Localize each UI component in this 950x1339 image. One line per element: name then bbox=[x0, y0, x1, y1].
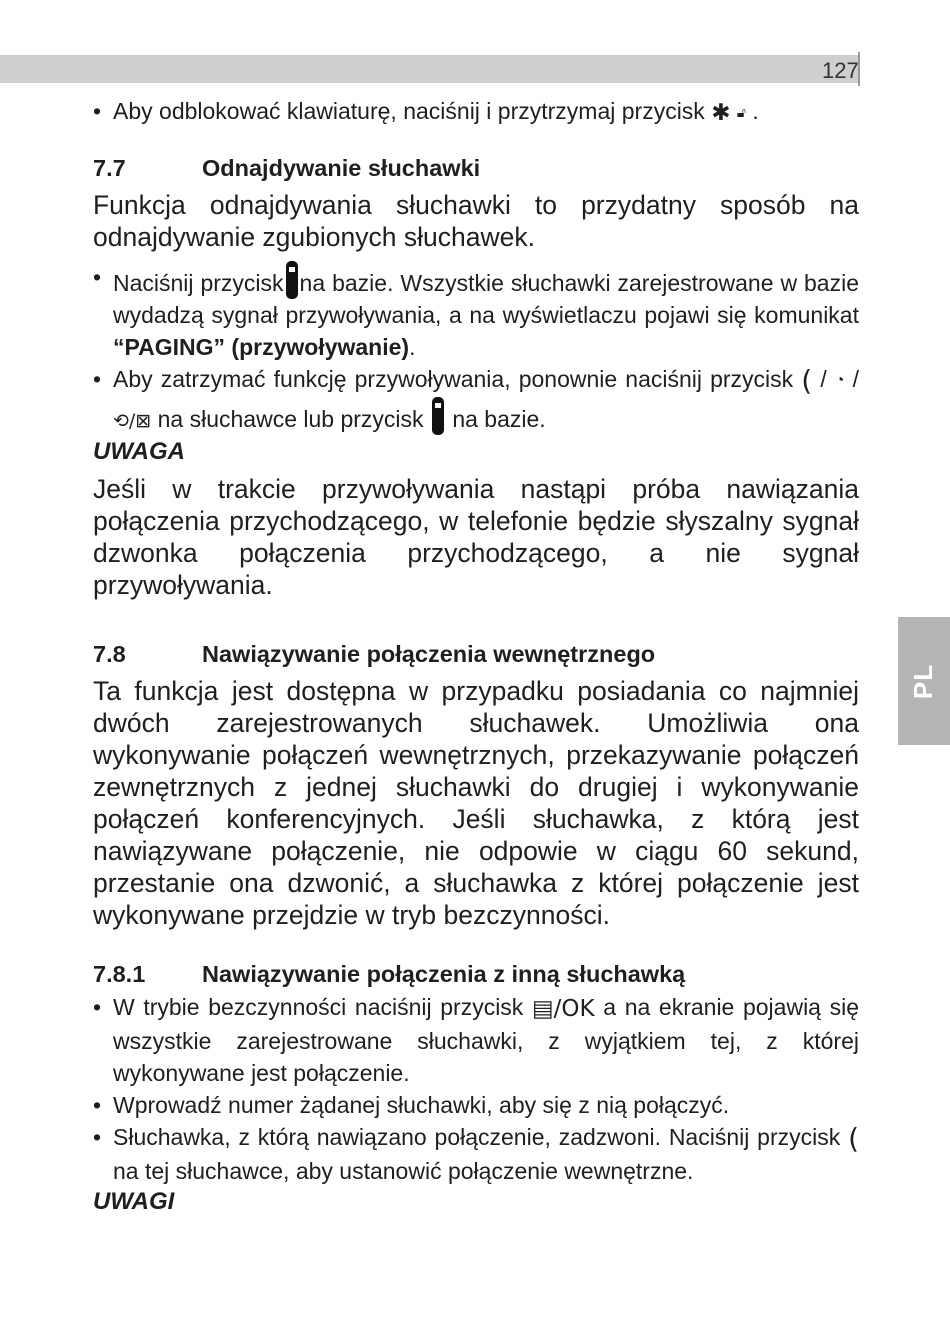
intercom-bullet-3 bbox=[93, 1121, 859, 1187]
intercom-bullet-1-before: W trybie bezczynności naciśnij przycisk bbox=[113, 993, 524, 1020]
section-title: Odnajdywanie słuchawki bbox=[202, 154, 481, 181]
intercom-bullet-3-before: Słuchawka, z którą nawiązano połączenie, zadzwoni. Naciśnij przycisk bbox=[113, 1123, 841, 1150]
paging-bullet-1-end: . bbox=[409, 333, 416, 360]
intercom-bullet-1-after: a na ekranie pojawią się wszystkie zarejestrowane słuchawki, z wyjątkiem tej, z której wykonywane jest połączenie. bbox=[113, 993, 860, 1086]
note-text: Jeśli w trakcie przywoływania nastąpi próba nawiązania połączenia przychodzącego, w telefonie będzie słyszalny sygnał dzwonka połączenia przychodzącego, a nie sygnał przywoływania. bbox=[93, 473, 859, 600]
header-band bbox=[0, 55, 860, 83]
paging-bullet-1-after: na bazie. Wszystkie słuchawki zarejestrowane w bazie wydadzą sygnał przywoływania, a na wyświetlaczu pojawi się komunikat bbox=[113, 269, 859, 328]
notes-title: UWAGI bbox=[93, 1187, 175, 1215]
menu-ok-icon: ▤/OK bbox=[531, 995, 595, 1022]
slash: / bbox=[852, 365, 860, 392]
unlock-end: . bbox=[752, 98, 759, 124]
paging-bullet-1 bbox=[93, 261, 859, 363]
section-7-8-1-heading bbox=[93, 959, 859, 989]
section-number: 7.8.1 bbox=[93, 960, 146, 987]
paging-bullet-1-before: Naciśnij przycisk bbox=[113, 269, 284, 296]
section-number: 7.7 bbox=[93, 154, 126, 181]
intercom-bullet-1 bbox=[93, 991, 859, 1089]
intercom-bullet-3-after: na tej słuchawce, aby ustanowić połączenie wewnętrzne. bbox=[113, 1157, 694, 1184]
language-label: PL bbox=[908, 663, 939, 699]
unlock-keypad-bullet bbox=[93, 95, 859, 129]
speaker-icon: ◔ bbox=[834, 371, 845, 389]
talk-icon: ( bbox=[801, 363, 813, 397]
intercom-description: Ta funkcja jest dostępna w przypadku posiadania co najmniej dwóch zarejestrowanych słuchawek. Umożliwia ona wykonywanie połączeń wewnętrznych, przekazywanie połączeń zewnętrznych z jednej słuchawki do drugiej i wykonywanie połączeń konferencyjnych. Jeśli słuchawka, z którą jest nawiązywane połączenie, nie odpowie w ciągu 60 sekund, przestanie ona dzwonić, a słuchawka z której połączenie jest wykonywane przejdzie w tryb bezczynności. bbox=[93, 675, 859, 930]
talk-icon: ( bbox=[848, 1121, 859, 1155]
paging-bullet-2 bbox=[93, 363, 859, 437]
unlock-text: Aby odblokować klawiaturę, naciśnij i przytrzymaj przycisk bbox=[113, 98, 705, 124]
paging-bullet-2-before: Aby zatrzymać funkcję przywoływania, ponownie naciśnij przycisk bbox=[113, 365, 794, 392]
page-number: 127 bbox=[822, 58, 859, 83]
slash: / bbox=[820, 365, 827, 392]
star-key-icon: ✱ bbox=[711, 99, 731, 126]
section-title: Nawiązywanie połączenia z inną słuchawką bbox=[202, 960, 686, 987]
intercom-bullet-2: • Wprowadź numer żądanej słuchawki, aby się z nią połączyć. bbox=[93, 1089, 859, 1121]
note-title: UWAGA bbox=[93, 437, 185, 465]
section-7-8-heading bbox=[93, 639, 859, 669]
section-number: 7.8 bbox=[93, 640, 126, 667]
page-content bbox=[93, 95, 859, 1217]
paging-bullet-2-after: na bazie. bbox=[452, 405, 546, 432]
section-title: Nawiązywanie połączenia wewnętrznego bbox=[202, 640, 656, 667]
paging-intro: Funkcja odnajdywania słuchawki to przydatny sposób na odnajdywanie zgubionych słuchawek. bbox=[93, 189, 859, 252]
paging-bullet-2-middle: na słuchawce lub przycisk bbox=[157, 405, 424, 432]
base-page-button-icon bbox=[432, 397, 444, 435]
lock-icon: 🔓︎ bbox=[736, 104, 746, 121]
end-call-icon: ⟲/⊠ bbox=[113, 409, 152, 432]
base-page-button-icon bbox=[286, 261, 298, 299]
language-side-tab bbox=[898, 617, 950, 745]
paging-message: “PAGING” (przywoływanie) bbox=[113, 333, 410, 360]
section-7-7-heading bbox=[93, 153, 859, 183]
